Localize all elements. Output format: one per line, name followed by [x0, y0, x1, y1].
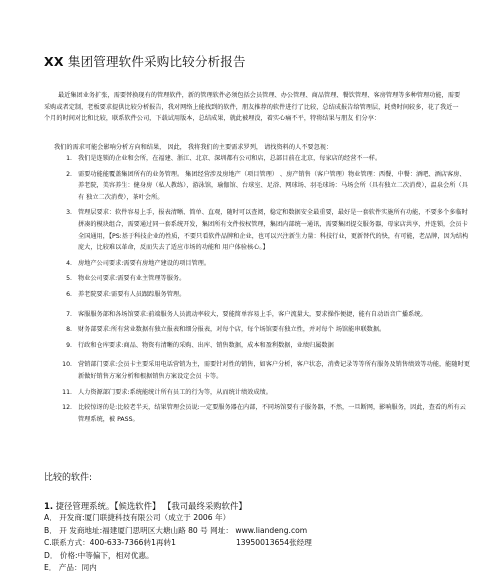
requirement-item: 5. 物业公司要求:需要有业主管理等服务。: [66, 275, 186, 283]
option-number: 1.: [44, 501, 54, 511]
requirement-item: 1. 我们是连锁的企业和会所，在福建、浙江、北京、深圳都有公司和店，总部目前在北京，每家店的经营不一样。: [66, 155, 382, 162]
title-main: 集团管理软件采购比较分析报告: [67, 54, 246, 69]
requirement-lead: 我们的需求可能会影响分析方向和结果， 因此， 我将我们的主要需求罗列， 请找资料的人不要忽视：: [54, 144, 333, 151]
requirement-item: 9. 行政和仓库要求:商品、物资有清晰的采购、出库、销售数据，成本和盈利数据，业绩归属数据: [66, 341, 334, 349]
option-title-row: [44, 500, 474, 512]
requirement-item: 12. 比较惊讶的是:比较老半天，结果管理会员说:一定要服务器在内部，不同场馆要有子服务器，不然，一旦断网，影响服务，因此，查看的所有云管理系统，被 PASS。: [62, 404, 466, 423]
requirement-item: 7. 客服服务部和各场馆要求:前端服务人员流动率较大，要能简单容易上手，客户流量大，要求操作便捷，能有自动语音广播系统。: [66, 310, 427, 318]
requirement-item: 11. 人力资源部门要求:系统能统计所有员工的行为等，从而统计绩效成绩。: [62, 388, 272, 396]
option-developer: A． 开发商:厦门联捷科技有限公司（成立于 2006 年）: [44, 513, 231, 523]
requirements-list: [50, 153, 470, 425]
page-title: [44, 52, 246, 70]
option-contact-manager: 13950013654张经理: [235, 538, 312, 548]
option-contact: [44, 537, 474, 549]
requirement-item: 2. 需要功能能覆盖集团所有的业务管理。 集团经营涉及房地产（项目管理） 、房产销售（客户管理）物业管理：西餐、中餐：酒吧、酒店客房、养老院，美容养生：健身房（私人教练），游泳馆，瑜伽馆、台球室、足浴、网球场、羽毛球场：马场会所（具有独立二次消费），温泉会所（具有 独立二次消费），茶叶会所。: [66, 170, 468, 201]
intro-paragraph: 最近集团业务扩张，需要替换现有的管理软件，新的管理软件必须包括会员管理、办公管理、商品管理、餐饮管理、客房管理等多种管理功能，需要采购或者定制，老板要求提供比较分析报告，我对网络上能找到的软件，朋友推荐的软件进行了比较，总结成报告给管理层，耗费时间较多，花了我近一个月的时间对比和比较，联系软件公司，下载试用版本，总结成果，就此被埋没，着实心痛不平，特将结果与朋友 们分享：: [44, 92, 461, 123]
requirement-item: 8. 财务部要求:所有营业数据有独立报表和细分报表，对每个店，每个场馆要有独立性，并对每个 场馆能串联数据。: [66, 326, 386, 334]
requirement-item: 4. 房地产公司要求:需要有房地产建设的项目管理。: [66, 259, 211, 267]
requirement-item: 6. 养老院要求:需要有人员跟踪服务管理。: [66, 290, 186, 298]
title-prefix: XX: [44, 54, 64, 69]
option-address: B． 开 发商地址:福建厦门思明区大塘山路 80 号 网址： www.liandeng.com: [44, 525, 308, 535]
software-option: [44, 500, 474, 574]
option-product: E． 产品：同内: [44, 563, 97, 573]
requirement-item: 3. 管理层要求：软件容易上手，报表清晰、简单、直观，随时可以查阅，稳定和数据安全最重要，最好是一套软件实施所有功能，不要多个多临时拼凑的模块组合，需要通过同一套系统开发，集团所有文件按权管理，集团内部统一通讯，需要集团提交服务器，母家店共享，并连锁，会员卡全国通用，【PS:基于科技企业的性质，不要只看软件品牌和企业，也可以兴注新生力量：科技行业，更新替代的快，有可能，老品牌，因为结构庞大，比较难以革命，反而失去了适应市场的功能和 用户体验核心。】: [66, 209, 469, 252]
section-heading: 比较的软件:: [44, 473, 93, 483]
requirement-item: 10. 营销部门要求:会员卡主要采用电话营销为主，需要针对性的销售，如客户分析，客户状态，消费记录等等所有服务及销售绩效等功能，能随时更新做好销售方案分析和根据销售方案设定会员 卡等。: [62, 361, 470, 380]
option-contact-phone: C.联系方式：400-633-7366转1再转1: [44, 538, 176, 548]
option-price: D． 价格:中等偏下，相对优惠。: [44, 550, 154, 560]
option-title: 捷径管理系统。【候选软件】 【我司最终采购软件】: [55, 501, 247, 511]
